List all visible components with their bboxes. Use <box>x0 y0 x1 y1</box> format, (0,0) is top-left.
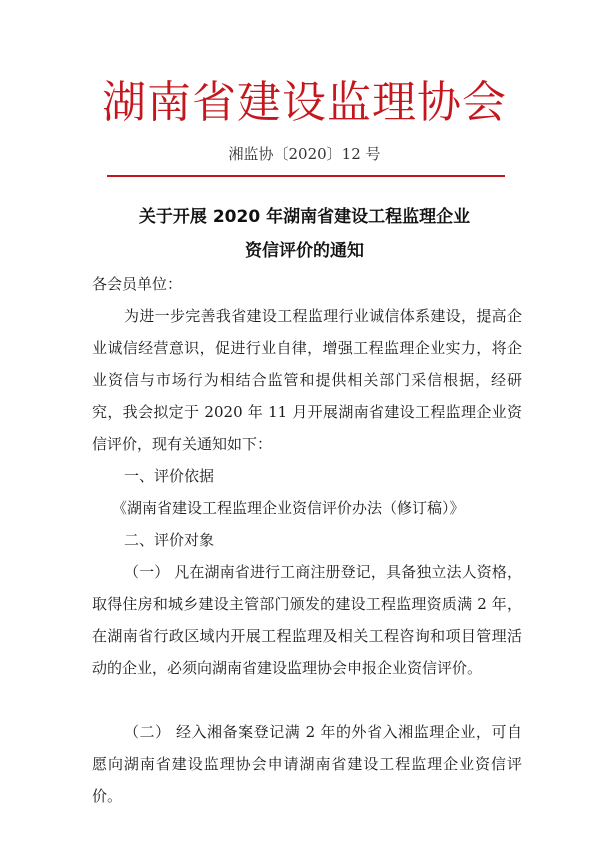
target-item-1: （一） 凡在湖南省进行工商注册登记，具备独立法人资格，取得住房和城乡建设主管部门颁发的建设工程监理资质满 2 年，在湖南省行政区域内开展工程监理及相关工程咨询和项目管理活动的企业，必须向湖南省建设监理协会申报企业资信评价。 <box>92 563 522 677</box>
red-divider-line <box>107 175 505 177</box>
salutation: 各会员单位： <box>92 275 183 293</box>
notice-title-line-2: 资信评价的通知 <box>245 241 364 261</box>
target-item-2: （二） 经入湘备案登记满 2 年的外省入湘监理企业，可自愿向湖南省建设监理协会申请湖南省建设工程监理企业资信评价。 <box>92 723 522 805</box>
section-reference-document: 《湖南省建设工程监理企业资信评价办法（修订稿）》 <box>112 499 465 517</box>
section-heading-basis: 一、评价依据 <box>124 467 215 485</box>
notice-title-line-1: 关于开展 2020 年湖南省建设工程监理企业 <box>138 207 471 227</box>
section-heading-targets: 二、评价对象 <box>124 531 215 549</box>
intro-paragraph: 为进一步完善我省建设工程监理行业诚信体系建设，提高企业诚信经营意识，促进行业自律，增强工程监理企业实力，将企业资信与市场行为相结合监管和提供相关部门采信根据，经研究，我会拟定于 2020 年 11 月开展湖南省建设工程监理企业资信评价，现有关通知如下： <box>92 307 522 453</box>
document-number: 湘监协〔2020〕12 号 <box>228 145 381 163</box>
org-masthead: 湖南省建设监理协会 <box>102 77 507 128</box>
